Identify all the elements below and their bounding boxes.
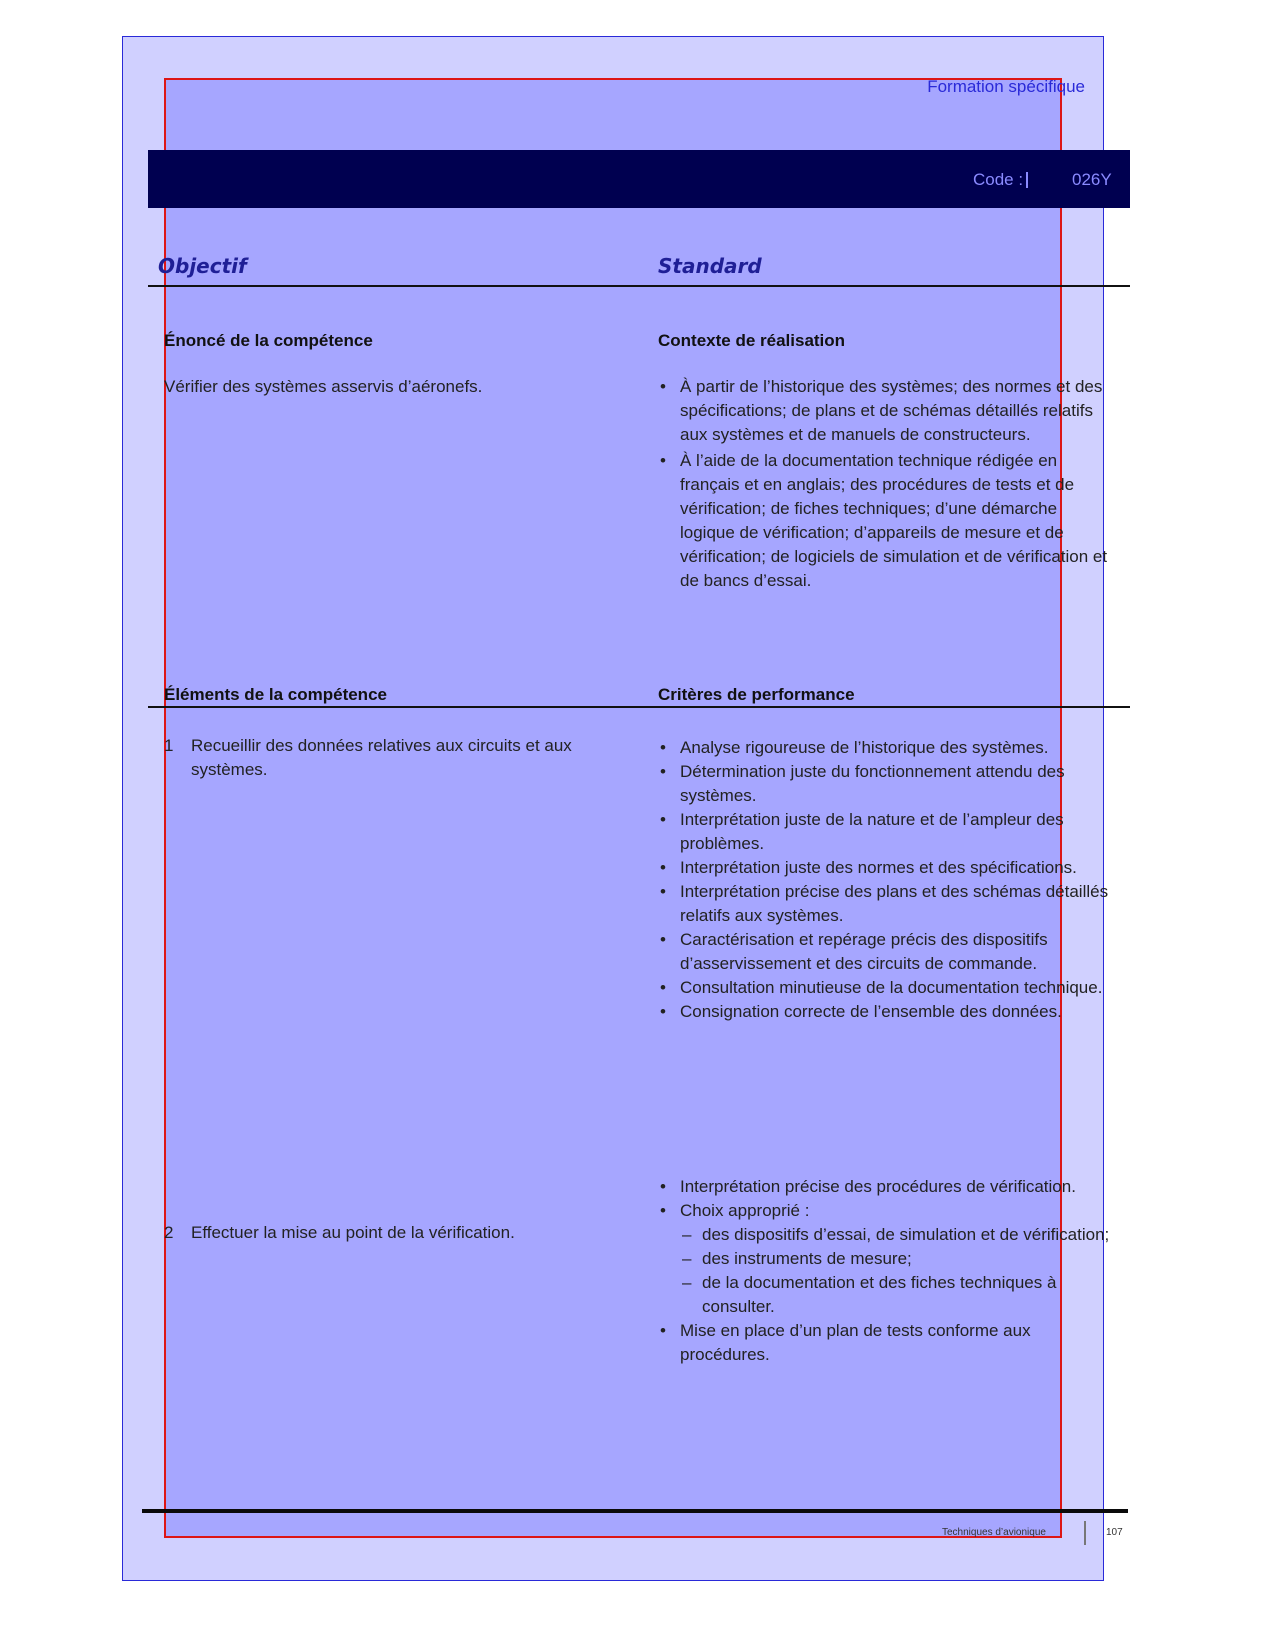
footer-separator — [1084, 1521, 1086, 1545]
code-label: Code : — [973, 170, 1024, 189]
critere-item: • Mise en place d’un plan de tests conforme aux procédures. — [658, 1319, 1116, 1367]
program-section-label: Formation spécifique — [927, 77, 1085, 96]
objectif-rule — [148, 285, 1130, 287]
objectif-title: Objectif — [158, 254, 247, 278]
element-text: Recueillir des données relatives aux circuits et aux systèmes. — [191, 736, 572, 779]
critere-sub-item: – de la documentation et des fiches techniques à consulter. — [658, 1271, 1116, 1319]
enonce-heading: Énoncé de la compétence — [164, 331, 373, 350]
element-text: Effectuer la mise au point de la vérification. — [191, 1223, 515, 1242]
element-number: 2 — [164, 1223, 174, 1242]
element-item-2 — [164, 1221, 651, 1245]
critere-item: • Interprétation précise des plans et des schémas détaillés relatifs aux systèmes. — [658, 880, 1116, 928]
standard-title: Standard — [658, 254, 762, 278]
criteres-list-2 — [658, 1175, 1116, 1367]
contexte-item: • À l’aide de la documentation technique rédigée en français et en anglais; des procédures de tests et de vérification; de fiches techniques; d’une démarche logique de vérification; d’appareils de mesure et de vérification; de logiciels de simulation et de vérification et de bancs d’essai. — [658, 449, 1116, 593]
code-separator — [1026, 172, 1028, 188]
contexte-heading: Contexte de réalisation — [658, 331, 846, 350]
critere-item: • Consignation correcte de l’ensemble des données. — [658, 1000, 1116, 1024]
critere-item: • Détermination juste du fonctionnement attendu des systèmes. — [658, 760, 1116, 808]
code-value: 026Y — [1072, 170, 1112, 189]
critere-item: • Interprétation juste de la nature et de l’ampleur des problèmes. — [658, 808, 1116, 856]
footer-page-number: 107 — [1106, 1527, 1123, 1538]
elements-heading: Éléments de la compétence — [164, 685, 387, 704]
contexte-list — [658, 375, 1116, 593]
critere-item: • Interprétation juste des normes et des spécifications. — [658, 856, 1116, 880]
critere-item: • Caractérisation et repérage précis des dispositifs d’asservissement et des circuits de commande. — [658, 928, 1116, 976]
critere-item: • Analyse rigoureuse de l’historique des systèmes. — [658, 736, 1116, 760]
footer-program: Techniques d’avionique — [942, 1527, 1046, 1538]
criteres-heading: Critères de performance — [658, 685, 855, 704]
footer-rule — [142, 1509, 1128, 1513]
element-number: 1 — [164, 736, 174, 755]
elements-rule — [148, 706, 1130, 708]
critere-item: • Choix approprié : — [658, 1199, 1116, 1223]
element-item-1 — [164, 734, 651, 782]
critere-item: • Consultation minutieuse de la documentation technique. — [658, 976, 1116, 1000]
enonce-text: Vérifier des systèmes asservis d’aéronefs. — [164, 377, 483, 396]
contexte-item: • À partir de l’historique des systèmes; des normes et des spécifications; de plans et de schémas détaillés relatifs aux systèmes et de manuels de constructeurs. — [658, 375, 1116, 447]
criteres-list-1 — [658, 736, 1116, 1024]
critere-item: • Interprétation précise des procédures de vérification. — [658, 1175, 1116, 1199]
critere-sub-item: – des dispositifs d’essai, de simulation et de vérification; — [658, 1223, 1116, 1247]
critere-sub-item: – des instruments de mesure; — [658, 1247, 1116, 1271]
